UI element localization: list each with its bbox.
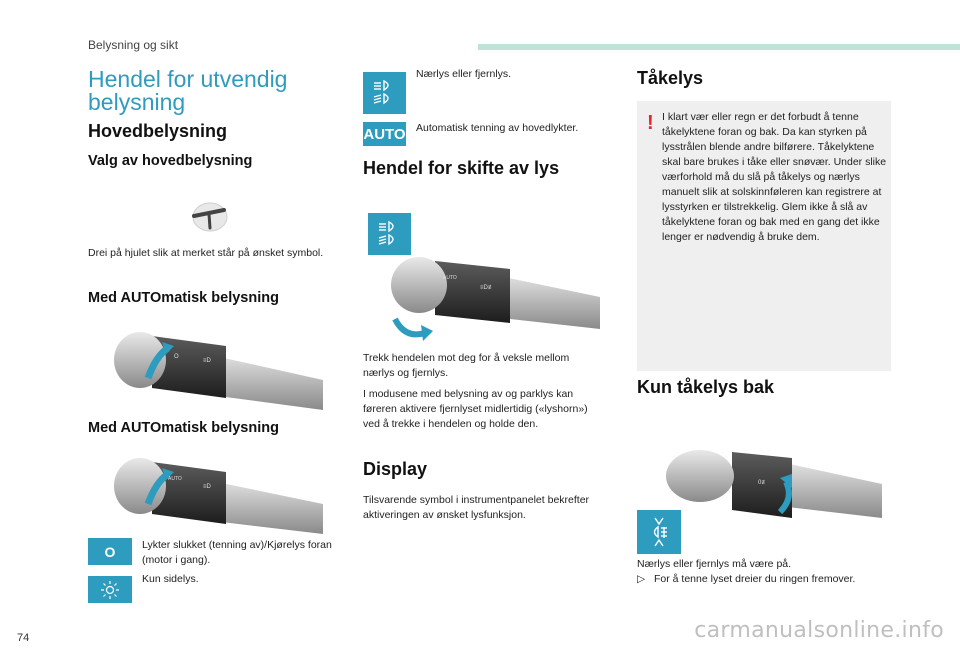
steering-wheel-icon xyxy=(188,200,232,234)
svg-text:0≢: 0≢ xyxy=(758,480,768,486)
select-text: Drei på hjulet slik at merket står på ønsket symbol. xyxy=(88,247,324,259)
rear-fog-stalk-image xyxy=(662,448,882,526)
section-header: Belysning og sikt xyxy=(88,38,179,52)
heading-rear-fog: Kun tåkelys bak xyxy=(637,377,775,397)
heading-select-lighting: Valg av hovedbelysning xyxy=(88,153,253,169)
svg-text:≡D: ≡D xyxy=(203,358,211,364)
svg-text:AUTO: AUTO xyxy=(168,476,182,482)
switch-text-2: I modusene med belysning av og parklys kan føreren aktivere fjernlyset midlertidig («lyshorn») ved å trekke i hendelen og holde den. xyxy=(363,388,588,430)
lights-off-icon: O xyxy=(88,538,132,565)
heading-auto-lighting-1: Med AUTOmatisk belysning xyxy=(88,290,279,306)
heading-fog: Tåkelys xyxy=(637,68,704,88)
sidelights-icon xyxy=(88,576,132,603)
switch-text-1: Trekk hendelen mot deg for å veksle mellom nærlys og fjernlys. xyxy=(363,352,570,379)
svg-text:≡D≢: ≡D≢ xyxy=(480,285,494,291)
beam-icon xyxy=(363,72,406,114)
svg-text:≡D: ≡D xyxy=(203,484,211,490)
page-title: Hendel for utvendig belysning xyxy=(88,66,288,115)
svg-text:AUTO: AUTO xyxy=(443,275,457,281)
auto-text: Automatisk tenning av hovedlykter. xyxy=(416,122,579,134)
heading-main-lighting: Hovedbelysning xyxy=(88,121,228,141)
rear-fog-text-2: For å tenne lyset dreier du ringen fremover. xyxy=(654,573,856,585)
rear-fog-icon xyxy=(637,510,681,554)
heading-beam-switch: Hendel for skifte av lys xyxy=(363,158,560,178)
beam-switch-icon xyxy=(368,213,411,255)
bullet-icon: ▷ xyxy=(637,573,646,585)
light-stalk-image-1 xyxy=(108,322,323,410)
warning-icon: ! xyxy=(647,112,654,134)
fog-warning-text: I klart vær eller regn er det forbudt å tenne tåkelyktene foran og bak. Da kan styrken på lysstrålen blende andre bilførere. Tåkelyktene skal bare brukes i tåke eller snøvær. Under slike værforhold må du slå på tåkelys og nærlys manuelt slik at solskinnføleren kan registrere at lysstyrken er tilstrekkelig. Glem ikke å slå av tåkelyktene foran og bak med en gang det ikke lenger er nødvendig å bruke dem. xyxy=(662,111,887,243)
auto-icon: AUTO xyxy=(363,122,406,146)
watermark: carmanualsonline.info xyxy=(694,618,944,643)
page-number: 74 xyxy=(17,632,30,644)
header-bar xyxy=(478,44,960,50)
sidelights-text: Kun sidelys. xyxy=(142,573,199,585)
rear-fog-text-1: Nærlys eller fjernlys må være på. xyxy=(637,558,792,570)
heading-auto-lighting-2: Med AUTOmatisk belysning xyxy=(88,420,279,436)
svg-text:O: O xyxy=(174,354,179,360)
light-stalk-image-2 xyxy=(108,450,323,534)
beam-text: Nærlys eller fjernlys. xyxy=(416,68,512,80)
display-text: Tilsvarende symbol i instrumentpanelet bekrefter aktiveringen av ønsket lysfunksjon. xyxy=(363,494,590,521)
heading-display: Display xyxy=(363,459,428,479)
beam-switch-stalk-image xyxy=(385,255,600,347)
lights-off-text: Lykter slukket (tenning av)/Kjørelys foran (motor i gang). xyxy=(142,539,332,566)
